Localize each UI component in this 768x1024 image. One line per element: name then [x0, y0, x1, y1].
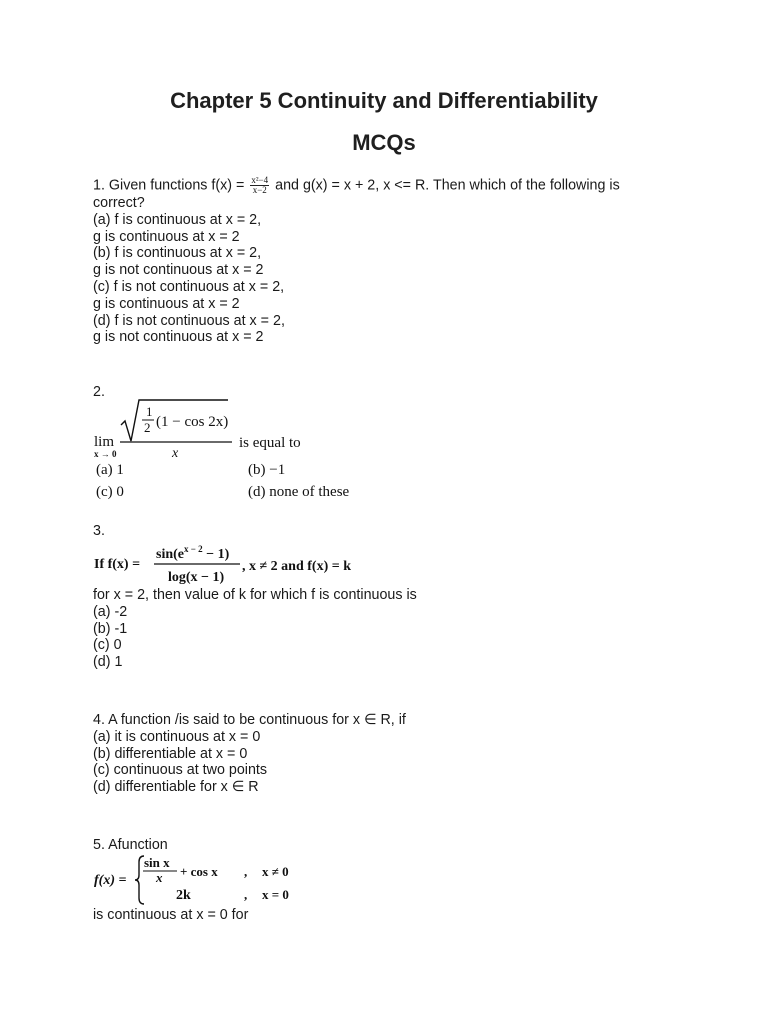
question-1-stem: 1. Given functions f(x) = $\frac{\text{x²−4}}{x-2}$ and g(x) = x + 2, x <= R. Then which of the following is [93, 175, 620, 195]
svg-text:sin x: sin x [144, 855, 170, 870]
svg-text:x: x [172, 446, 179, 461]
option: g is continuous at x = 2 [93, 295, 240, 312]
svg-text:+ cos x: + cos x [180, 864, 218, 879]
svg-text:x = 0: x = 0 [262, 887, 289, 902]
option: (b) differentiable at x = 0 [93, 745, 248, 762]
option: (b) −1 [248, 462, 286, 478]
page-title: Chapter 5 Continuity and Differentiability [170, 88, 598, 113]
svg-text:x: x [156, 870, 163, 885]
question-2-tail: is equal to [239, 435, 301, 451]
question-4: 4. A function /is said to be continuous for x ∈ R, if (a) it is continuous at x = 0 (b) differentiable at x = 0 (c) continuous at two points (d) differentiable for x ∈ R [93, 712, 683, 796]
question-3-number: 3. [93, 523, 105, 539]
svg-text:x ≠ 0: x ≠ 0 [262, 864, 289, 879]
option: (c) 0 [93, 637, 122, 654]
option: (d) none of these [248, 484, 350, 500]
option: (d) differentiable for x ∈ R [93, 779, 259, 796]
question-3-body: for x = 2, then value of k for which f is continuous is (a) -2 (b) -1 (c) 0 (d) 1 [93, 587, 683, 671]
question-3-equation [92, 538, 392, 588]
svg-text:log(x − 1): log(x − 1) [168, 570, 225, 585]
fraction: $\frac{\text{x²−4}}{x-2}$ [251, 175, 269, 195]
option: (a) it is continuous at x = 0 [93, 728, 261, 745]
question-2-number: 2. [93, 384, 105, 400]
question-1: 1. Given functions f(x) = $\frac{\text{x²−4}}{x-2}$ and g(x) = x + 2, x <= R. Then which of the following is correct? (a) f is continuous at x = 2, g is continuous at x = 2 (b) f is continuous at x = 2, g is not continuous at x = 2 (c) f is not continuous at x = 2, g is continuous at x = 2 (d) f is not continuous at x = 2, g is not continuous at x = 2 [93, 176, 683, 346]
question-5-equation [92, 853, 312, 907]
page-subtitle: MCQs [352, 130, 416, 155]
question-5-tail: is continuous at x = 0 for [93, 907, 249, 923]
brace [135, 856, 144, 904]
svg-text:f(x) =: f(x) = [94, 873, 127, 888]
svg-text:, x ≠ 2 and f(x) = k: , x ≠ 2 and f(x) = k [242, 559, 352, 574]
question-2-equation [92, 396, 392, 502]
option: (c) continuous at two points [93, 762, 268, 779]
option: (b) -1 [93, 620, 128, 637]
question-5-stem: 5. Afunction [93, 837, 168, 853]
svg-text:2: 2 [144, 420, 151, 435]
option: (b) f is continuous at x = 2, [93, 245, 262, 262]
option: (a) 1 [96, 462, 124, 478]
option: (c) 0 [96, 484, 124, 500]
svg-text:sin(ex − 2 − 1): $\sin(e^{x - 2} - 1)$ [156, 544, 230, 562]
limit-subscript: x → 0 [94, 449, 117, 459]
option: g is continuous at x = 2 [93, 228, 240, 245]
option: (c) f is not continuous at x = 2, [93, 278, 285, 295]
svg-text:1: 1 [146, 404, 153, 419]
option: (a) -2 [93, 603, 128, 620]
limit-symbol: lim [94, 434, 115, 450]
radicand: (1 − cos 2x) [156, 414, 229, 430]
option: (a) f is continuous at x = 2, [93, 211, 262, 228]
option: g is not continuous at x = 2 [93, 262, 264, 279]
option: (d) f is not continuous at x = 2, [93, 312, 285, 329]
svg-text:,: , [244, 864, 248, 879]
option: g is not continuous at x = 2 [93, 329, 264, 346]
svg-text:,: , [244, 887, 248, 902]
svg-text:If f(x) =: If f(x) = [94, 557, 141, 572]
option: (d) 1 [93, 654, 123, 671]
svg-text:2k: 2k [176, 888, 191, 903]
